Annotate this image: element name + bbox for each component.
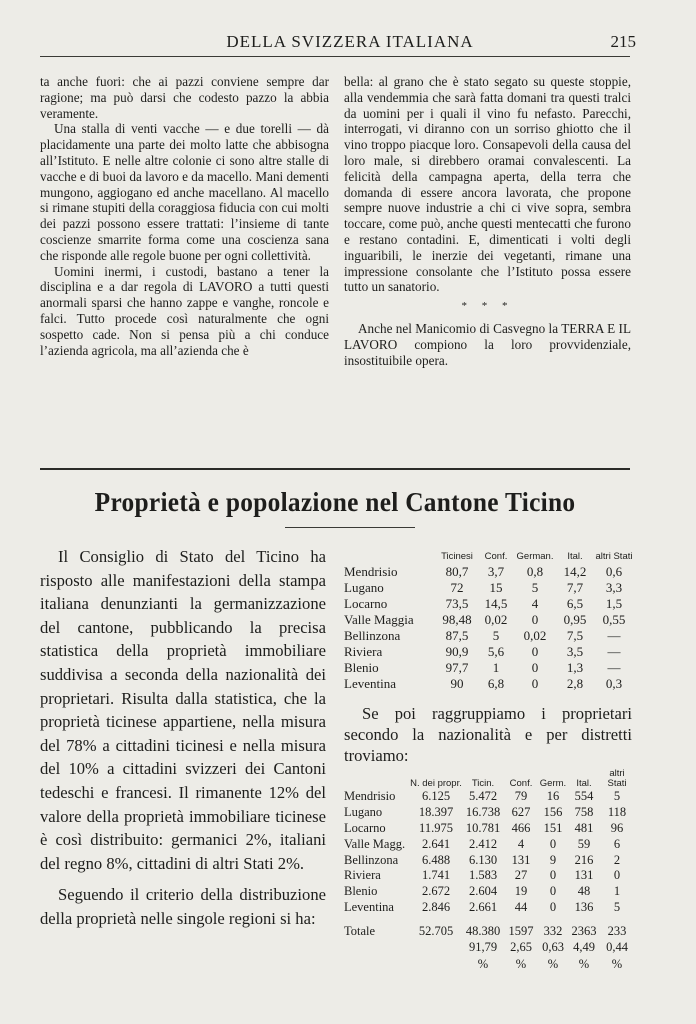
table-cell: 0 <box>549 884 557 899</box>
table-cell: 0,63 <box>542 940 564 955</box>
table-cell: 1.583 <box>468 868 498 883</box>
paragraph: Una stalla di venti vacche — e due torelli — dà placidamente una parte dei molto latte che abbisogna all’Istituto. E nelle altre colonie ci sono altre stalle di vacche e di buoi da lavoro e da macello. Mani dementi mungono, aggiogano ed anche macellano. Al macello si rimane stupiti della coraggiosa fiducia con cui molti dei pazzi possono essere trattati: l’insieme di tante coscienze smarrite forma come una coscienza sana che risponde alle regole buone per ogni collettività. <box>40 121 329 263</box>
table-row <box>344 805 634 821</box>
percent-sign: % <box>611 956 623 971</box>
column-header <box>344 548 436 564</box>
column-header: Ticinesi <box>441 550 473 562</box>
table-cell: 233 <box>607 923 627 938</box>
table-cell: 2.604 <box>468 884 498 899</box>
table-property-percentages <box>344 548 634 692</box>
table-cell: 2.672 <box>421 884 451 899</box>
table-cell: 1 <box>613 884 621 899</box>
table-cell: 332 <box>543 923 563 938</box>
table-cell: 0,44 <box>606 940 628 955</box>
table-cell: 0,95 <box>563 612 587 627</box>
table-cell: 5.472 <box>468 789 498 804</box>
table-cell: 1 <box>492 660 500 675</box>
table-cell: 0 <box>549 899 557 914</box>
table-cell: 131 <box>574 868 594 883</box>
table-row <box>344 660 634 676</box>
table-row <box>344 596 634 612</box>
paragraph: ta anche fuori: che ai pazzi conviene sempre dar ragione; ma può darsi che codesto pazzo la abbia veramente. <box>40 74 329 121</box>
row-label: Riviera <box>344 868 381 883</box>
table-cell: 6,8 <box>487 676 505 691</box>
table-cell: 2.412 <box>468 836 498 851</box>
percent-sign: % <box>515 956 527 971</box>
table-cell: 6,5 <box>566 596 584 611</box>
table-cell <box>410 939 462 956</box>
percent-sign: % <box>547 956 559 971</box>
table-cell: 0 <box>549 868 557 883</box>
paragraph: bella: al grano che è stato segato su queste stoppie, alla vendemmia che sarà fatta domani tra questi tralci da uomini per i quali il vino fu nefasto. Parecchi, interrogati, vi diranno con un sorriso ghiotto che il vino troppo piacque loro. Consapevoli della causa del loro male, si direbbero oramai convalescenti. La felicità della campagna aperta, della terra che domanda di essere ancora lavorata, che propone sempre nuove industrie a chi ci vive sopra, sembra toccare, come può, anche questi mentecatti che furono e restano contadini. E, dimenticati i volti degli inguaribili, le inerzie dei vegetanti, rimane una impressione consolante che l’Istituto possa essere tutto un sanatorio. <box>344 74 631 295</box>
row-label: Leventina <box>344 899 394 914</box>
table-row <box>344 580 634 596</box>
column-header: Ticin. <box>471 778 495 789</box>
table-cell: — <box>607 628 621 643</box>
table-cell: 0,02 <box>523 628 547 643</box>
table-cell: 10.781 <box>465 820 501 835</box>
article-separator-rule <box>40 468 630 470</box>
article-left-column <box>40 545 326 931</box>
row-label: Leventina <box>344 676 396 691</box>
table-cell: 44 <box>514 899 528 914</box>
table-cell: 0 <box>549 836 557 851</box>
table-cell: 97,7 <box>445 660 469 675</box>
table-cell: 0,55 <box>602 612 626 627</box>
table-cell: 18.397 <box>418 805 454 820</box>
table-cell: 91,79 <box>468 940 498 955</box>
table-row <box>344 564 634 580</box>
row-label: Totale <box>344 923 376 938</box>
table-cell: 15 <box>489 580 503 595</box>
row-label: Bellinzona <box>344 628 401 643</box>
column-header: Ital. <box>576 778 592 789</box>
table-cell: 1,5 <box>605 596 623 611</box>
table-cell: 73,5 <box>445 596 469 611</box>
table-cell: 1.741 <box>421 868 451 883</box>
table-cell: 0 <box>531 612 539 627</box>
column-header: Conf. <box>484 550 508 562</box>
table-header-row <box>344 548 634 564</box>
row-label: Blenio <box>344 660 379 675</box>
table-cell: 11.975 <box>419 820 453 835</box>
table-cell: 9 <box>549 852 557 867</box>
table-cell: 156 <box>543 805 563 820</box>
column-header: Conf. <box>509 778 533 789</box>
table-cell: 627 <box>511 805 531 820</box>
table-cell: 3,3 <box>605 580 623 595</box>
row-label: Lugano <box>344 580 384 595</box>
table-cell: 87,5 <box>445 628 469 643</box>
table-owners-by-district <box>344 765 634 972</box>
table-cell: 0,6 <box>605 564 623 579</box>
table-cell: 1597 <box>508 923 534 938</box>
table-cell: 6.488 <box>421 852 451 867</box>
percent-sign: % <box>477 956 489 971</box>
table-cell: 16 <box>546 789 560 804</box>
table-cell: 2,8 <box>566 676 584 691</box>
row-label: Locarno <box>344 820 386 835</box>
table-row <box>344 836 634 852</box>
row-label: Blenio <box>344 884 378 899</box>
paragraph: Il Consiglio di Stato del Ticino ha risposto alle manifestazioni della stampa italiana denunzianti la germanizzazione del cantone, pubblicando la precisa statistica della proprietà immobiliare suddivisa a seconda della nazionalità dei proprietari. Risulta dalla statistica, che la proprietà ticinese appartiene, nella misura del 78% a cittadini ticinesi e nella misura del 10% a cittadini svizzeri dei Cantoni tedeschi e francesi. Il rimanente 12% del valore della proprietà immobiliare ticinese è così distribuito: germanici 2%, italiani del regno 8%, cittadini di altri Stati 2%. <box>40 547 326 873</box>
table-cell: — <box>607 644 621 659</box>
top-right-column <box>344 74 631 368</box>
running-header-title: DELLA SVIZZERA ITALIANA <box>226 32 474 51</box>
table-cell: 216 <box>574 852 594 867</box>
table-cell: 4,49 <box>573 940 595 955</box>
table-cell: 4 <box>517 836 525 851</box>
column-header: N. dei propr. <box>410 778 462 789</box>
table-cell: 6.125 <box>421 789 451 804</box>
top-left-column <box>40 74 329 358</box>
table-percent-row <box>344 939 634 956</box>
table-row <box>344 884 634 900</box>
paragraph: Se poi raggruppiamo i proprietari secondo la nazionalità e per distretti troviamo: <box>344 704 632 765</box>
table-percent-sign-row <box>344 956 634 972</box>
table-cell: — <box>607 660 621 675</box>
table-cell: 0 <box>531 660 539 675</box>
table-cell: 2.846 <box>421 899 451 914</box>
table-cell: 27 <box>514 868 528 883</box>
table-cell: 5 <box>613 899 621 914</box>
table-cell: 3,5 <box>566 644 584 659</box>
table-row <box>344 676 634 692</box>
table-cell: 90 <box>450 676 464 691</box>
table-cell: 0,3 <box>605 676 623 691</box>
row-label: Mendrisio <box>344 789 396 804</box>
title-underline <box>285 527 415 528</box>
row-label: Valle Maggia <box>344 612 414 627</box>
article-title: Proprietà e popolazione nel Cantone Ticino <box>94 487 576 517</box>
empty-cell <box>410 956 462 972</box>
table-cell: 98,48 <box>442 612 472 627</box>
table-cell: 52.705 <box>418 923 454 938</box>
table-cell: 1,3 <box>566 660 584 675</box>
table-row <box>344 852 634 868</box>
table-cell: 48 <box>577 884 591 899</box>
table-cell: 6.130 <box>468 852 498 867</box>
table-cell: 2363 <box>571 923 597 938</box>
table-cell: 0 <box>613 868 621 883</box>
column-header: altri Stati <box>607 768 627 789</box>
table-cell: 2 <box>613 852 621 867</box>
table-cell: 481 <box>574 820 594 835</box>
table-cell: 2,65 <box>510 940 532 955</box>
table-cell: 5 <box>531 580 539 595</box>
table-row <box>344 644 634 660</box>
row-label: Locarno <box>344 596 388 611</box>
table-row <box>344 612 634 628</box>
table-cell: 7,7 <box>566 580 584 595</box>
table-cell: 3,7 <box>487 564 505 579</box>
header-rule <box>40 56 630 57</box>
row-label: Bellinzona <box>344 852 399 867</box>
column-header: altri Stati <box>595 550 633 562</box>
row-label: Valle Magg. <box>344 836 406 851</box>
table-cell: 7,5 <box>566 628 584 643</box>
table-cell: 758 <box>574 805 594 820</box>
percent-sign: % <box>578 956 590 971</box>
table-cell: 5 <box>613 789 621 804</box>
column-header: Ital. <box>567 550 583 562</box>
table-cell: 80,7 <box>445 564 469 579</box>
table-cell: 466 <box>511 820 531 835</box>
table-cell: 0 <box>531 676 539 691</box>
column-header: Germ. <box>539 778 567 789</box>
article-middle-paragraph <box>344 703 632 766</box>
table-header-row <box>344 765 634 789</box>
table-cell: 2.641 <box>421 836 451 851</box>
table-row <box>344 628 634 644</box>
table-total-row <box>344 915 634 939</box>
row-label: Mendrisio <box>344 564 398 579</box>
table-cell: 79 <box>514 789 528 804</box>
table-row <box>344 789 634 805</box>
table-cell: 0,02 <box>484 612 508 627</box>
table-row <box>344 821 634 837</box>
row-label: Riviera <box>344 644 383 659</box>
table-cell: 16.738 <box>465 805 501 820</box>
table-row <box>344 900 634 916</box>
empty-cell <box>344 956 410 972</box>
table-cell: 14,2 <box>563 564 587 579</box>
table-cell: 6 <box>613 836 621 851</box>
row-label: Lugano <box>344 805 383 820</box>
table-cell: 90,9 <box>445 644 469 659</box>
table-cell: 14,5 <box>484 596 508 611</box>
table-cell: 72 <box>450 580 464 595</box>
table-cell: 118 <box>607 805 627 820</box>
table-row <box>344 868 634 884</box>
table-cell: 554 <box>574 789 594 804</box>
table-cell: 151 <box>543 820 563 835</box>
section-separator: * * * <box>461 300 514 313</box>
table-cell: 59 <box>577 836 591 851</box>
table-cell: 0 <box>531 644 539 659</box>
table-cell: 5,6 <box>487 644 505 659</box>
table-cell: 136 <box>574 899 594 914</box>
table-cell: 48.380 <box>465 923 501 938</box>
paragraph: Seguendo il criterio della distribuzione della proprietà nelle singole regioni si ha: <box>40 885 326 928</box>
table-cell: 4 <box>531 596 539 611</box>
table-cell: 96 <box>610 820 624 835</box>
column-header: German. <box>516 550 554 562</box>
table-cell: 2.661 <box>468 899 498 914</box>
paragraph: Uomini inermi, i custodi, bastano a tener la disciplina e a dar regola di LAVORO a tutti questi anormali sparsi che hanno zappe e vanghe, roncole e falci. Tutto procede così naturalmente che ogni sospetto cade. Non si pensa più a chi conduce l’azienda agricola, ma all’azienda che è <box>40 263 329 358</box>
table-cell: 0,8 <box>526 564 544 579</box>
column-header <box>344 765 410 789</box>
table-cell: 5 <box>492 628 500 643</box>
row-label <box>344 939 410 956</box>
page-number: 215 <box>610 32 636 51</box>
table-cell: 19 <box>514 884 528 899</box>
table-cell: 131 <box>511 852 531 867</box>
paragraph: Anche nel Manicomio di Casvegno la TERRA E IL LAVORO compiono la loro provvidenziale, insostituibile opera. <box>344 320 631 368</box>
